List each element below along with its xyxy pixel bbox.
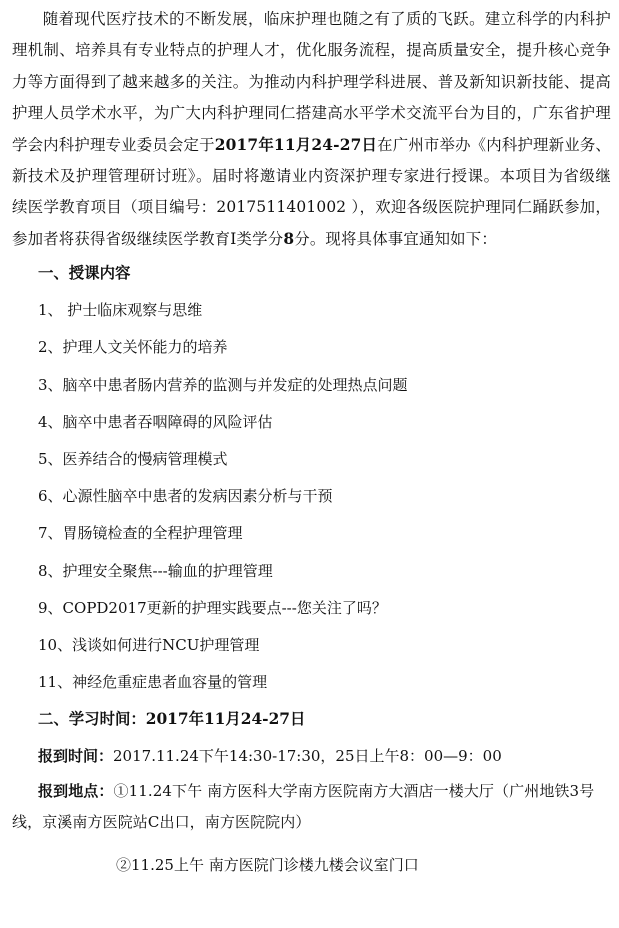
course-topic-item: 9、COPD2017更新的护理实践要点---您关注了吗？ [38,598,387,617]
course-topic-item: 5、医养结合的慢病管理模式 [38,450,228,469]
checkin-time [12,738,611,775]
event-date: 2017年11月24-27日 [214,135,378,154]
course-topic-item: 6、心源性脑卒中患者的发病因素分析与干预 [38,487,333,506]
course-topic-item: 1、 护士临床观察与思维 [38,301,203,320]
section-heading-course-content: 一、授课内容 [38,264,131,283]
intro-paragraph [12,4,611,255]
intro-text-1: 随着现代医疗技术的不断发展，临床护理也随之有了质的飞跃。建立科学的内科护理机制、培养具有专业特点的护理人才，优化服务流程，提高质量安全，提升核心竞争力等方面得到了越来越多的关注。为推动内科护理学科进展、普及新知识新技能、提高护理人员学术水平，为广大内科护理同仁搭建高水平学术交流平台为目的，广东省护理学会内科护理专业委员会定于 [12,10,611,154]
course-topic-item: 4、脑卒中患者吞咽障碍的风险评估 [38,412,273,431]
course-topic-item: 2、护理人文关怀能力的培养 [38,338,228,357]
course-topic-list [12,292,611,701]
checkin-time-label: 报到时间： [38,747,114,766]
intro-text-3: 分。现将具体事宜通知如下： [294,229,497,248]
section-heading-study-time: 二、学习时间：2017年11月24-27日 [38,710,306,729]
course-topic-item: 11、神经危重症患者血容量的管理 [38,673,268,692]
checkin-place-label: 报到地点： [38,781,114,800]
checkin-place [12,776,611,839]
course-topic-item: 7、胃肠镜检查的全程护理管理 [38,524,243,543]
checkin-place-value: ①11.24下午 南方医科大学南方医院南方大酒店一楼大厅（广州地铁3号线，京溪南方医院站C出口，南方医院院内） [12,781,595,832]
course-topic-item: 3、脑卒中患者肠内营养的监测与并发症的处理热点问题 [38,375,408,394]
course-topic-item: 8、护理安全聚焦---输血的护理管理 [38,561,273,580]
checkin-time-value: 2017.11.24下午14:30-17:30，25日上午8：00—9：00 [113,747,502,766]
intro-text-2: 在广州市举办《内科护理新业务、新技术及护理管理研讨班》。届时将邀请业内资深护理专家进行授课。本项目为省级继续医学教育项目（项目编号：2017511401002 ），欢迎各级医院护理同仁踊跃参加，参加者将获得省级继续医学教育Ⅰ类学分 [12,135,612,248]
credit-count: 8 [283,229,295,248]
checkin-place-second: ②11.25上午 南方医院门诊楼九楼会议室门口 [116,855,419,874]
course-topic-item: 10、浅谈如何进行NCU护理管理 [38,636,260,655]
